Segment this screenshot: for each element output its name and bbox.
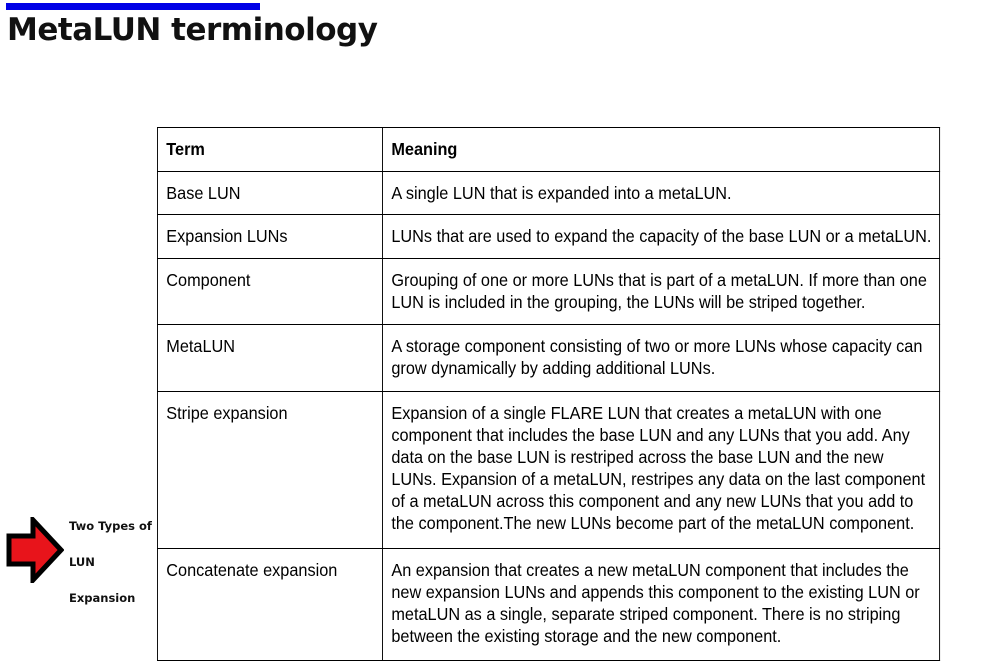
- meaning-cell: A single LUN that is expanded into a metaLUN.: [383, 172, 940, 215]
- table-row: [157, 259, 939, 325]
- table-row: [157, 215, 939, 259]
- table-row: [157, 392, 939, 549]
- meaning-cell: Expansion of a single FLARE LUN that creates a metaLUN with one component that includes the base LUN and any LUNs that you add. Any data on the base LUN is restriped across the base LUN and the new LUNs. Expansion of a metaLUN, restripes any data on the last component of a metaLUN across this component and any new LUNs that you add to the component.The new LUNs become part of the metaLUN component.: [383, 392, 940, 549]
- meaning-cell: A storage component consisting of two or more LUNs whose capacity can grow dynamically by adding additional LUNs.: [383, 325, 940, 392]
- table-row: [157, 549, 939, 661]
- table-row: [157, 325, 939, 392]
- title-accent-bar: [6, 3, 260, 10]
- right-arrow-icon: [6, 517, 64, 583]
- page-title: MetaLUN terminology: [7, 12, 378, 48]
- lun-expansion-note: [69, 508, 159, 616]
- column-header-term: Term: [157, 128, 382, 172]
- term-cell: MetaLUN: [157, 325, 382, 392]
- meaning-cell: LUNs that are used to expand the capacity of the base LUN or a metaLUN.: [383, 215, 940, 259]
- note-line: Two Types of: [69, 519, 152, 533]
- note-line: Expansion: [69, 591, 136, 605]
- term-cell: Concatenate expansion: [157, 549, 382, 661]
- note-line: LUN: [69, 555, 95, 569]
- table-row: [157, 172, 939, 215]
- term-cell: Component: [157, 259, 382, 325]
- terminology-table: [157, 127, 940, 661]
- table-header-row: [157, 128, 939, 172]
- term-cell: Expansion LUNs: [157, 215, 382, 259]
- meaning-cell: Grouping of one or more LUNs that is part of a metaLUN. If more than one LUN is included in the grouping, the LUNs will be striped together.: [383, 259, 940, 325]
- term-cell: Base LUN: [157, 172, 382, 215]
- term-cell: Stripe expansion: [157, 392, 382, 549]
- column-header-meaning: Meaning: [383, 128, 940, 172]
- meaning-cell: An expansion that creates a new metaLUN component that includes the new expansion LUNs and appends this component to the existing LUN or metaLUN as a single, separate striped component. There is no striping between the existing storage and the new component.: [383, 549, 940, 661]
